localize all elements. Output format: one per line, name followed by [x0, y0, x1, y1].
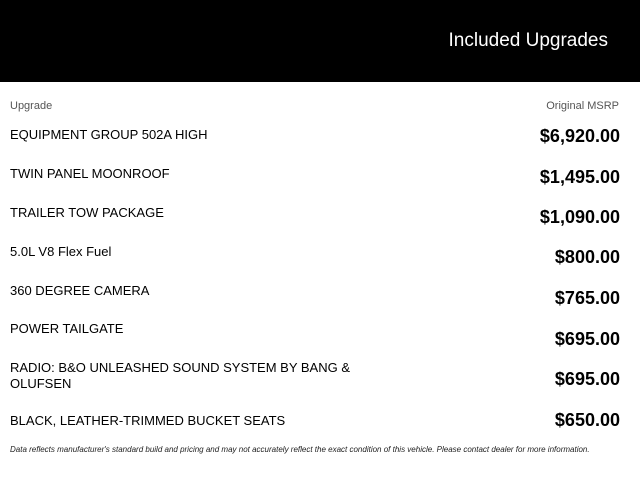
disclaimer-text: Data reflects manufacturer's standard build and pricing and may not accurately reflect the exact condition of this vehicle. Please contact dealer for more information.	[10, 445, 590, 454]
upgrade-name: POWER TAILGATE	[10, 321, 124, 336]
upgrade-name: RADIO: B&O UNLEASHED SOUND SYSTEM BY BANG & OLUFSEN	[10, 360, 351, 391]
msrp-column-header: Original MSRP	[546, 100, 619, 112]
upgrade-column-header: Upgrade	[10, 100, 53, 112]
upgrade-price: $695.00	[554, 369, 620, 389]
upgrade-price: $1,090.00	[539, 207, 620, 227]
upgrade-price: $650.00	[554, 410, 620, 430]
upgrade-name: BLACK, LEATHER-TRIMMED BUCKET SEATS	[10, 413, 286, 428]
upgrade-price: $800.00	[554, 247, 620, 267]
page-title: Included Upgrades	[448, 30, 608, 51]
upgrade-name: TRAILER TOW PACKAGE	[10, 205, 164, 220]
upgrade-price: $695.00	[554, 329, 620, 349]
upgrade-name: 5.0L V8 Flex Fuel	[10, 244, 112, 259]
page-header	[0, 0, 640, 82]
upgrade-name: 360 DEGREE CAMERA	[10, 283, 150, 298]
upgrade-price: $6,920.00	[539, 126, 620, 146]
upgrade-name: EQUIPMENT GROUP 502A HIGH	[10, 127, 208, 142]
upgrade-name: TWIN PANEL MOONROOF	[10, 166, 170, 181]
upgrade-price: $1,495.00	[539, 167, 620, 187]
upgrade-price: $765.00	[554, 288, 620, 308]
